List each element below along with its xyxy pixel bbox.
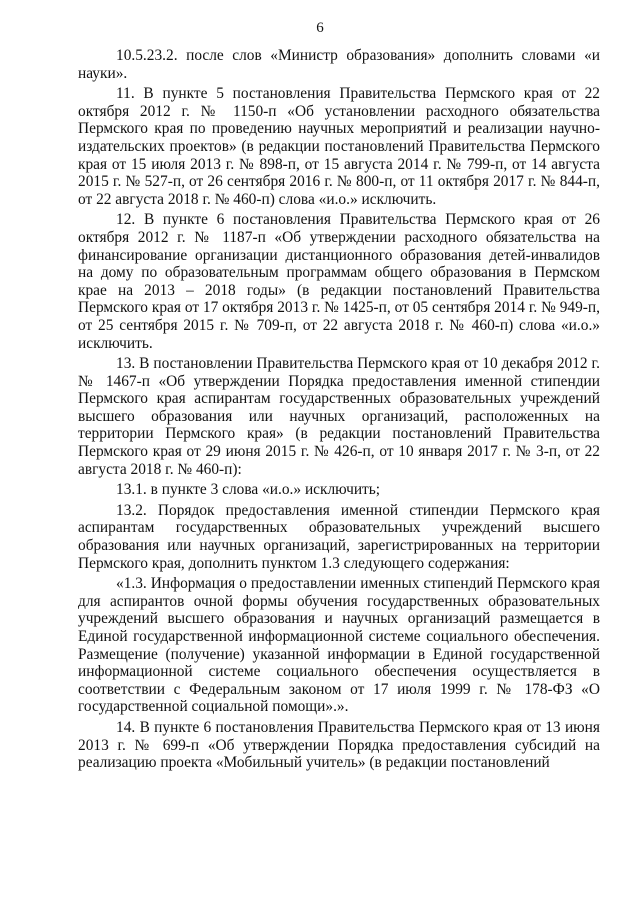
paragraph-13-2: 13.2. Порядок предоставления именной стипендии Пермского края аспирантам государственных образовательных учреждений высшего образования или научных организаций, зарегистрированных на территории Пермского края, дополнить пунктом 1.3 следующего содержания:: [78, 501, 600, 572]
document-body: [78, 47, 600, 775]
paragraph-1-3-quote: «1.3. Информация о предоставлении именных стипендий Пермского края для аспирантов очной формы обучения государственных образовательных учреждений высшего образования и научных организаций размещается в Единой государственной информационной системе социального обеспечения. Размещение (получение) указанной информации в Единой государственной информационной системе социального обеспечения осуществляется в соответствии с Федеральным законом от 17 июля 1999 г. № 178-ФЗ «О государственной социальной помощи».».: [78, 575, 600, 716]
paragraph-13-1: 13.1. в пункте 3 слова «и.о.» исключить;: [116, 481, 381, 499]
page-number: 6: [316, 20, 324, 36]
paragraph-13: 13. В постановлении Правительства Пермского края от 10 декабря 2012 г. № 1467-п «Об утверждении Порядка предоставления именной стипендии Пермского края аспирантам государственных образовательных учреждений высшего образования или научных организаций, расположенных на территории Пермского края» (в редакции постановлений Правительства Пермского края от 29 июня 2015 г. № 426-п, от 10 января 2017 г. № 3-п, от 22 августа 2018 г. № 460-п):: [78, 355, 600, 478]
paragraph-12: 12. В пункте 6 постановления Правительства Пермского края от 26 октября 2012 г. № 1187-п «Об утверждении расходного обязательства на финансирование организации дистанционного образования детей-инвалидов на дому по образовательным программам общего образования в Пермском крае на 2013 – 2018 годы» (в редакции постановлений Правительства Пермского края от 17 октября 2013 г. № 1425-п, от 05 сентября 2014 г. № 949-п, от 25 сентября 2015 г. № 709-п, от 22 августа 2018 г. № 460-п) слова «и.о.» исключить.: [78, 211, 600, 352]
paragraph-10-5-23-2: 10.5.23.2. после слов «Министр образования» дополнить словами «и науки».: [78, 47, 600, 82]
paragraph-11: 11. В пункте 5 постановления Правительства Пермского края от 22 октября 2012 г. № 1150-п «Об установлении расходного обязательства Пермского края по проведению научных мероприятий и реализации научно-издательских проектов» (в редакции постановлений Правительства Пермского края от 15 июля 2013 г. № 898-п, от 15 августа 2014 г. № 799-п, от 14 августа 2015 г. № 527-п, от 26 сентября 2016 г. № 800-п, от 11 октября 2017 г. № 844-п, от 22 августа 2018 г. № 460-п) слова «и.о.» исключить.: [78, 85, 600, 208]
paragraph-14: 14. В пункте 6 постановления Правительства Пермского края от 13 июня 2013 г. № 699-п «Об утверждении Порядка предоставления субсидий на реализацию проекта «Мобильный учитель» (в редакции постановлений: [78, 718, 600, 772]
